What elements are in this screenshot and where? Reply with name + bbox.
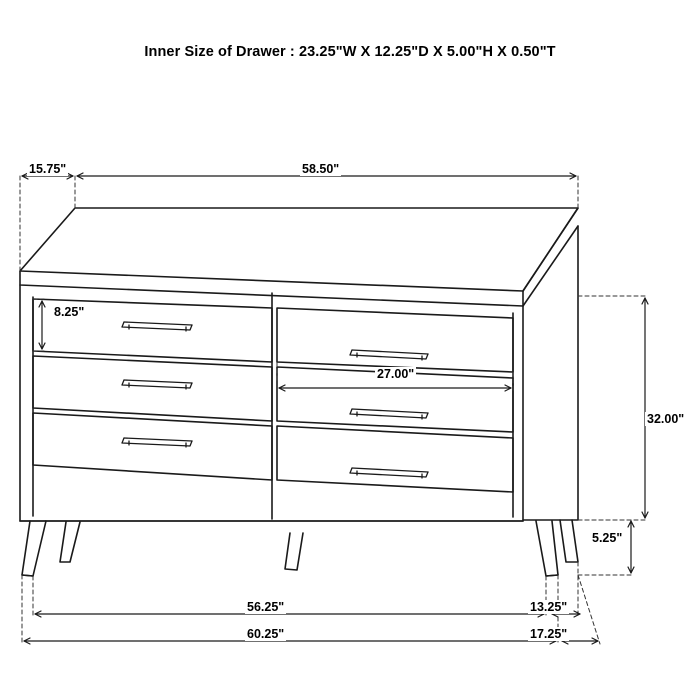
dim-drawer-inner-width: 27.00" — [377, 367, 415, 381]
dim-base-depth: 13.25" — [530, 600, 568, 614]
drawer-pull-handles — [122, 322, 428, 478]
extension-lines — [20, 176, 648, 644]
dim-overall-height: 32.00" — [647, 412, 685, 426]
page-title: Inner Size of Drawer : 23.25"W X 12.25"D X 5.00"H X 0.50"T — [144, 44, 556, 60]
drawer-right-top — [277, 308, 513, 372]
dim-width-top: 58.50" — [302, 162, 340, 176]
dim-overall-width: 60.25" — [247, 627, 285, 641]
dim-leg-height: 5.25" — [592, 531, 623, 545]
dim-depth-top-left: 15.75" — [29, 162, 67, 176]
drawer-left-bottom — [33, 413, 272, 480]
dim-drawer-face-height: 8.25" — [54, 305, 85, 319]
drawer-right-bottom — [277, 426, 513, 492]
dresser-legs — [22, 520, 578, 576]
dresser-top-surface — [20, 208, 578, 306]
dresser-right-side-panel — [513, 226, 578, 520]
dim-base-width: 56.25" — [247, 600, 285, 614]
drawer-left-middle — [33, 356, 272, 421]
dim-overall-depth: 17.25" — [530, 627, 568, 641]
